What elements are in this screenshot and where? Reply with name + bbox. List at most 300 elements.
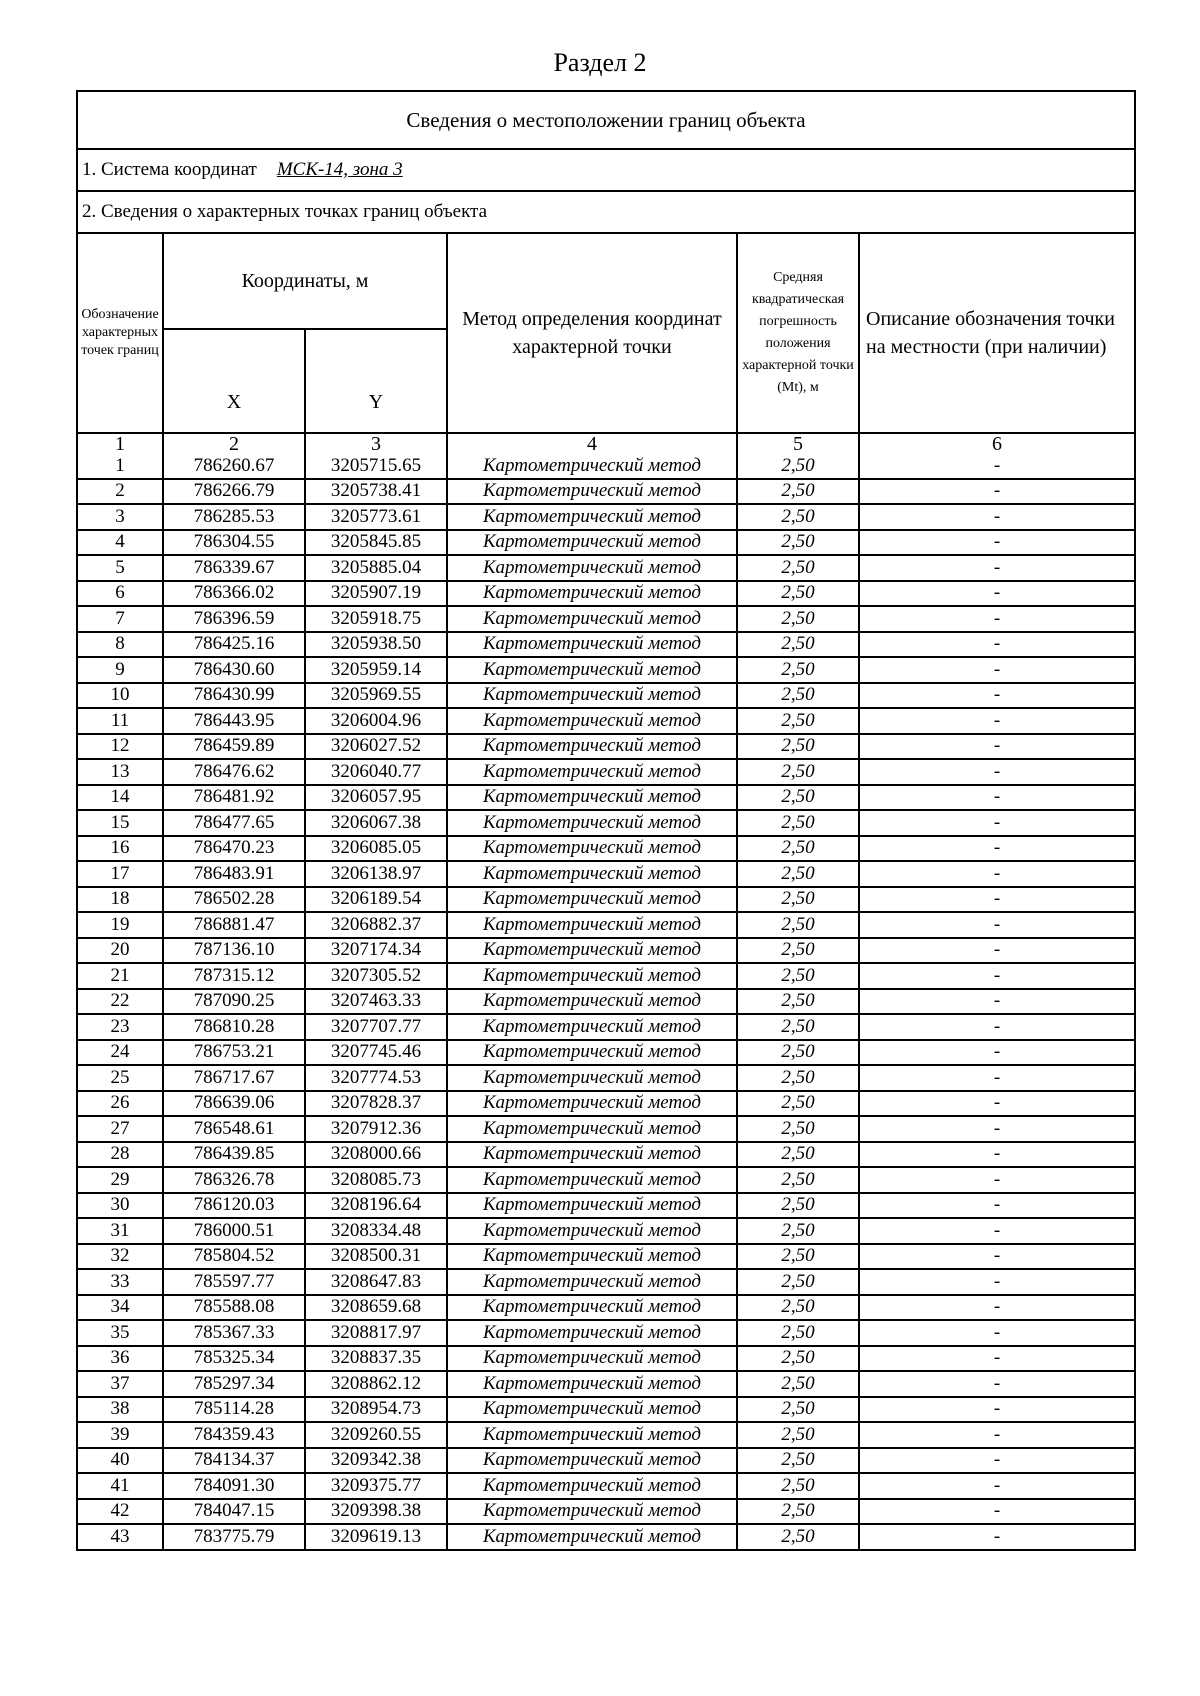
- description-cell: -: [859, 1014, 1135, 1040]
- table-row: [77, 1040, 1135, 1066]
- coord-y: 3207463.33: [305, 989, 447, 1015]
- table-row: [77, 1346, 1135, 1372]
- mt-cell: 2,50: [737, 530, 859, 556]
- method-cell: Картометрический метод: [447, 1065, 737, 1091]
- mt-cell: 2,50: [737, 1244, 859, 1270]
- coord-y: 3205969.55: [305, 683, 447, 709]
- description-cell: -: [859, 1320, 1135, 1346]
- mt-cell: 2,50: [737, 1167, 859, 1193]
- method-cell: Картометрический метод: [447, 1448, 737, 1474]
- coord-x: 786430.99: [163, 683, 305, 709]
- point-number: 27: [77, 1116, 163, 1142]
- mt-cell: 2,50: [737, 581, 859, 607]
- table-row: [77, 810, 1135, 836]
- mt-cell: 2,50: [737, 1193, 859, 1219]
- point-number: 32: [77, 1244, 163, 1270]
- point-number: 26: [77, 1091, 163, 1117]
- coord-x: 786326.78: [163, 1167, 305, 1193]
- description-cell: -: [859, 555, 1135, 581]
- method-cell: Картометрический метод: [447, 836, 737, 862]
- coord-y: 3206040.77: [305, 759, 447, 785]
- coord-y: 3208500.31: [305, 1244, 447, 1270]
- coord-y: 3207305.52: [305, 963, 447, 989]
- mt-cell: 2,50: [737, 1473, 859, 1499]
- mt-cell: 2,50: [737, 657, 859, 683]
- point-number: 3: [77, 504, 163, 530]
- table-row: [77, 479, 1135, 505]
- point-number: 25: [77, 1065, 163, 1091]
- coord-y: 3205773.61: [305, 504, 447, 530]
- column-numbers-row: [77, 433, 1135, 454]
- coord-y: 3205715.65: [305, 454, 447, 479]
- table-row: [77, 1142, 1135, 1168]
- coord-y: 3205738.41: [305, 479, 447, 505]
- point-number: 22: [77, 989, 163, 1015]
- description-cell: -: [859, 1116, 1135, 1142]
- coord-y: 3205885.04: [305, 555, 447, 581]
- mt-cell: 2,50: [737, 1218, 859, 1244]
- mt-cell: 2,50: [737, 1091, 859, 1117]
- mt-cell: 2,50: [737, 1116, 859, 1142]
- point-number: 30: [77, 1193, 163, 1219]
- mt-cell: 2,50: [737, 912, 859, 938]
- table-row: [77, 989, 1135, 1015]
- method-cell: Картометрический метод: [447, 1397, 737, 1423]
- method-cell: Картометрический метод: [447, 1269, 737, 1295]
- mt-cell: 2,50: [737, 683, 859, 709]
- coord-y: 3206085.05: [305, 836, 447, 862]
- point-number: 15: [77, 810, 163, 836]
- coord-y: 3206882.37: [305, 912, 447, 938]
- method-cell: Картометрический метод: [447, 479, 737, 505]
- mt-cell: 2,50: [737, 632, 859, 658]
- header-description: Описание обозначения точки на местности (при наличии): [859, 233, 1135, 433]
- method-cell: Картометрический метод: [447, 1295, 737, 1321]
- point-number: 39: [77, 1422, 163, 1448]
- coord-y: 3209375.77: [305, 1473, 447, 1499]
- point-number: 8: [77, 632, 163, 658]
- coord-x: 786483.91: [163, 861, 305, 887]
- point-number: 11: [77, 708, 163, 734]
- table-title: Сведения о местоположении границ объекта: [77, 91, 1135, 149]
- points-heading: 2. Сведения о характерных точках границ объекта: [77, 191, 1135, 233]
- mt-cell: 2,50: [737, 785, 859, 811]
- method-cell: Картометрический метод: [447, 887, 737, 913]
- point-number: 18: [77, 887, 163, 913]
- point-number: 20: [77, 938, 163, 964]
- point-number: 24: [77, 1040, 163, 1066]
- description-cell: -: [859, 530, 1135, 556]
- description-cell: -: [859, 479, 1135, 505]
- method-cell: Картометрический метод: [447, 810, 737, 836]
- header-designation: Обозначение характерных точек границ: [77, 233, 163, 433]
- method-cell: Картометрический метод: [447, 1218, 737, 1244]
- point-number: 41: [77, 1473, 163, 1499]
- coord-x: 786443.95: [163, 708, 305, 734]
- description-cell: -: [859, 708, 1135, 734]
- description-cell: -: [859, 1371, 1135, 1397]
- description-cell: -: [859, 1193, 1135, 1219]
- table-row: [77, 1269, 1135, 1295]
- method-cell: Картометрический метод: [447, 1346, 737, 1372]
- coord-x: 786285.53: [163, 504, 305, 530]
- table-row: [77, 1244, 1135, 1270]
- point-number: 17: [77, 861, 163, 887]
- description-cell: -: [859, 1167, 1135, 1193]
- mt-cell: 2,50: [737, 1499, 859, 1525]
- table-row: [77, 1371, 1135, 1397]
- table-row: [77, 1014, 1135, 1040]
- coord-y: 3209398.38: [305, 1499, 447, 1525]
- coord-y: 3206004.96: [305, 708, 447, 734]
- coord-system-row: [77, 149, 1135, 191]
- mt-cell: 2,50: [737, 1422, 859, 1448]
- table-row: [77, 1422, 1135, 1448]
- coord-x: 786366.02: [163, 581, 305, 607]
- point-number: 40: [77, 1448, 163, 1474]
- table-row: [77, 938, 1135, 964]
- mt-cell: 2,50: [737, 938, 859, 964]
- description-cell: -: [859, 454, 1135, 479]
- method-cell: Картометрический метод: [447, 1320, 737, 1346]
- coord-y: 3208334.48: [305, 1218, 447, 1244]
- coord-x: 785597.77: [163, 1269, 305, 1295]
- table-row: [77, 1065, 1135, 1091]
- mt-cell: 2,50: [737, 1397, 859, 1423]
- coord-y: 3205959.14: [305, 657, 447, 683]
- table-row: [77, 1116, 1135, 1142]
- description-cell: -: [859, 1422, 1135, 1448]
- mt-cell: 2,50: [737, 1448, 859, 1474]
- table-row: [77, 1473, 1135, 1499]
- coord-y: 3206057.95: [305, 785, 447, 811]
- table-row: [77, 1193, 1135, 1219]
- table-row: [77, 1295, 1135, 1321]
- coord-x: 786476.62: [163, 759, 305, 785]
- coord-y: 3207774.53: [305, 1065, 447, 1091]
- table-row: [77, 861, 1135, 887]
- coord-y: 3209342.38: [305, 1448, 447, 1474]
- coord-x: 786717.67: [163, 1065, 305, 1091]
- point-number: 29: [77, 1167, 163, 1193]
- coord-x: 786439.85: [163, 1142, 305, 1168]
- coord-x: 786425.16: [163, 632, 305, 658]
- description-cell: -: [859, 836, 1135, 862]
- header-coordinates: Координаты, м: [163, 233, 447, 329]
- table-row: [77, 504, 1135, 530]
- coord-x: 784134.37: [163, 1448, 305, 1474]
- table-row: [77, 1091, 1135, 1117]
- table-row: [77, 785, 1135, 811]
- mt-cell: 2,50: [737, 887, 859, 913]
- point-number: 21: [77, 963, 163, 989]
- description-cell: -: [859, 683, 1135, 709]
- table-row: [77, 454, 1135, 479]
- table-row: [77, 887, 1135, 913]
- table-row: [77, 1320, 1135, 1346]
- method-cell: Картометрический метод: [447, 1167, 737, 1193]
- coord-x: 786266.79: [163, 479, 305, 505]
- coord-x: 785297.34: [163, 1371, 305, 1397]
- mt-cell: 2,50: [737, 708, 859, 734]
- table-row: [77, 632, 1135, 658]
- description-cell: -: [859, 1397, 1135, 1423]
- column-number: 2: [163, 433, 305, 454]
- table-row: [77, 759, 1135, 785]
- method-cell: Картометрический метод: [447, 530, 737, 556]
- method-cell: Картометрический метод: [447, 1499, 737, 1525]
- coord-y: 3208647.83: [305, 1269, 447, 1295]
- method-cell: Картометрический метод: [447, 683, 737, 709]
- coord-x: 783775.79: [163, 1524, 305, 1550]
- coord-y: 3209619.13: [305, 1524, 447, 1550]
- description-cell: -: [859, 1244, 1135, 1270]
- point-number: 10: [77, 683, 163, 709]
- header-x: X: [163, 329, 305, 433]
- point-number: 42: [77, 1499, 163, 1525]
- description-cell: -: [859, 1295, 1135, 1321]
- method-cell: Картометрический метод: [447, 581, 737, 607]
- point-number: 28: [77, 1142, 163, 1168]
- mt-cell: 2,50: [737, 1065, 859, 1091]
- method-cell: Картометрический метод: [447, 938, 737, 964]
- method-cell: Картометрический метод: [447, 1473, 737, 1499]
- point-number: 16: [77, 836, 163, 862]
- method-cell: Картометрический метод: [447, 1422, 737, 1448]
- method-cell: Картометрический метод: [447, 759, 737, 785]
- coord-x: 785804.52: [163, 1244, 305, 1270]
- method-cell: Картометрический метод: [447, 785, 737, 811]
- coord-x: 786339.67: [163, 555, 305, 581]
- coord-x: 787315.12: [163, 963, 305, 989]
- coord-y: 3207745.46: [305, 1040, 447, 1066]
- table-row: [77, 1167, 1135, 1193]
- coord-y: 3207174.34: [305, 938, 447, 964]
- method-cell: Картометрический метод: [447, 861, 737, 887]
- point-number: 7: [77, 606, 163, 632]
- description-cell: -: [859, 1065, 1135, 1091]
- method-cell: Картометрический метод: [447, 555, 737, 581]
- description-cell: -: [859, 1499, 1135, 1525]
- description-cell: -: [859, 632, 1135, 658]
- mt-cell: 2,50: [737, 504, 859, 530]
- coord-y: 3205907.19: [305, 581, 447, 607]
- description-cell: -: [859, 1091, 1135, 1117]
- coord-x: 786753.21: [163, 1040, 305, 1066]
- coord-x: 784359.43: [163, 1422, 305, 1448]
- point-number: 12: [77, 734, 163, 760]
- method-cell: Картометрический метод: [447, 963, 737, 989]
- method-cell: Картометрический метод: [447, 734, 737, 760]
- method-cell: Картометрический метод: [447, 504, 737, 530]
- table-row: [77, 734, 1135, 760]
- coord-x: 786502.28: [163, 887, 305, 913]
- coord-x: 785588.08: [163, 1295, 305, 1321]
- description-cell: -: [859, 1448, 1135, 1474]
- method-cell: Картометрический метод: [447, 657, 737, 683]
- mt-cell: 2,50: [737, 1040, 859, 1066]
- point-number: 36: [77, 1346, 163, 1372]
- mt-cell: 2,50: [737, 454, 859, 479]
- description-cell: -: [859, 657, 1135, 683]
- method-cell: Картометрический метод: [447, 606, 737, 632]
- mt-cell: 2,50: [737, 1295, 859, 1321]
- coord-y: 3206138.97: [305, 861, 447, 887]
- mt-cell: 2,50: [737, 555, 859, 581]
- method-cell: Картометрический метод: [447, 912, 737, 938]
- description-cell: -: [859, 581, 1135, 607]
- coord-x: 786881.47: [163, 912, 305, 938]
- coord-y: 3208085.73: [305, 1167, 447, 1193]
- column-number: 5: [737, 433, 859, 454]
- coord-y: 3205918.75: [305, 606, 447, 632]
- mt-cell: 2,50: [737, 989, 859, 1015]
- coord-y: 3208196.64: [305, 1193, 447, 1219]
- description-cell: -: [859, 861, 1135, 887]
- method-cell: Картометрический метод: [447, 708, 737, 734]
- table-row: [77, 581, 1135, 607]
- mt-cell: 2,50: [737, 1142, 859, 1168]
- coord-x: 785325.34: [163, 1346, 305, 1372]
- coord-y: 3208000.66: [305, 1142, 447, 1168]
- mt-cell: 2,50: [737, 861, 859, 887]
- description-cell: -: [859, 963, 1135, 989]
- table-row: [77, 530, 1135, 556]
- description-cell: -: [859, 989, 1135, 1015]
- coord-y: 3205938.50: [305, 632, 447, 658]
- column-number: 3: [305, 433, 447, 454]
- description-cell: -: [859, 1346, 1135, 1372]
- description-cell: -: [859, 938, 1135, 964]
- coord-x: 785367.33: [163, 1320, 305, 1346]
- mt-cell: 2,50: [737, 1524, 859, 1550]
- method-cell: Картометрический метод: [447, 989, 737, 1015]
- table-row: [77, 606, 1135, 632]
- point-number: 13: [77, 759, 163, 785]
- point-number: 33: [77, 1269, 163, 1295]
- mt-cell: 2,50: [737, 963, 859, 989]
- mt-cell: 2,50: [737, 1014, 859, 1040]
- coord-system-value: МСК-14, зона 3: [276, 159, 403, 180]
- description-cell: -: [859, 1269, 1135, 1295]
- coord-y: 3208837.35: [305, 1346, 447, 1372]
- point-number: 34: [77, 1295, 163, 1321]
- description-cell: -: [859, 734, 1135, 760]
- point-number: 9: [77, 657, 163, 683]
- point-number: 43: [77, 1524, 163, 1550]
- mt-cell: 2,50: [737, 759, 859, 785]
- coord-x: 786430.60: [163, 657, 305, 683]
- point-number: 5: [77, 555, 163, 581]
- point-number: 23: [77, 1014, 163, 1040]
- table-row: [77, 1524, 1135, 1550]
- table-row: [77, 1448, 1135, 1474]
- coord-y: 3209260.55: [305, 1422, 447, 1448]
- coord-x: 786639.06: [163, 1091, 305, 1117]
- description-cell: -: [859, 504, 1135, 530]
- coord-x: 786459.89: [163, 734, 305, 760]
- coord-y: 3208954.73: [305, 1397, 447, 1423]
- point-number: 2: [77, 479, 163, 505]
- description-cell: -: [859, 1142, 1135, 1168]
- coord-x: 787136.10: [163, 938, 305, 964]
- table-row: [77, 708, 1135, 734]
- mt-cell: 2,50: [737, 479, 859, 505]
- table-row: [77, 683, 1135, 709]
- method-cell: Картометрический метод: [447, 1142, 737, 1168]
- header-method: Метод определения координат характерной точки: [447, 233, 737, 433]
- coord-x: 786810.28: [163, 1014, 305, 1040]
- description-cell: -: [859, 887, 1135, 913]
- header-mt: Средняя квадратическая погрешность положения характерной точки (Mt), м: [737, 233, 859, 433]
- coord-y: 3206027.52: [305, 734, 447, 760]
- column-number: 1: [77, 433, 163, 454]
- coord-x: 786120.03: [163, 1193, 305, 1219]
- description-cell: -: [859, 785, 1135, 811]
- coord-x: 786470.23: [163, 836, 305, 862]
- description-cell: -: [859, 1524, 1135, 1550]
- coord-y: 3208817.97: [305, 1320, 447, 1346]
- coord-x: 786260.67: [163, 454, 305, 479]
- coord-y: 3206067.38: [305, 810, 447, 836]
- column-number: 6: [859, 433, 1135, 454]
- table-title-row: [77, 91, 1135, 149]
- point-number: 14: [77, 785, 163, 811]
- table-row: [77, 963, 1135, 989]
- description-cell: -: [859, 1218, 1135, 1244]
- method-cell: Картометрический метод: [447, 1116, 737, 1142]
- description-cell: -: [859, 912, 1135, 938]
- coord-x: 786548.61: [163, 1116, 305, 1142]
- mt-cell: 2,50: [737, 1371, 859, 1397]
- method-cell: Картометрический метод: [447, 1091, 737, 1117]
- point-number: 4: [77, 530, 163, 556]
- coord-x: 786304.55: [163, 530, 305, 556]
- coord-y: 3207828.37: [305, 1091, 447, 1117]
- description-cell: -: [859, 1473, 1135, 1499]
- point-number: 1: [77, 454, 163, 479]
- method-cell: Картометрический метод: [447, 1244, 737, 1270]
- table-row: [77, 836, 1135, 862]
- table-row: [77, 657, 1135, 683]
- method-cell: Картометрический метод: [447, 1014, 737, 1040]
- mt-cell: 2,50: [737, 836, 859, 862]
- coord-x: 787090.25: [163, 989, 305, 1015]
- header-row-1: [77, 233, 1135, 329]
- method-cell: Картометрический метод: [447, 1524, 737, 1550]
- coord-x: 784047.15: [163, 1499, 305, 1525]
- coord-x: 785114.28: [163, 1397, 305, 1423]
- coord-y: 3207707.77: [305, 1014, 447, 1040]
- table-row: [77, 1397, 1135, 1423]
- point-number: 35: [77, 1320, 163, 1346]
- coord-y: 3207912.36: [305, 1116, 447, 1142]
- method-cell: Картометрический метод: [447, 1040, 737, 1066]
- boundary-points-table: [76, 90, 1136, 1551]
- point-number: 38: [77, 1397, 163, 1423]
- column-number: 4: [447, 433, 737, 454]
- table-row: [77, 1499, 1135, 1525]
- description-cell: -: [859, 1040, 1135, 1066]
- coord-system-label: 1. Система координат: [82, 159, 257, 180]
- description-cell: -: [859, 810, 1135, 836]
- coord-x: 786000.51: [163, 1218, 305, 1244]
- coord-x: 784091.30: [163, 1473, 305, 1499]
- method-cell: Картометрический метод: [447, 454, 737, 479]
- mt-cell: 2,50: [737, 1269, 859, 1295]
- coord-y: 3206189.54: [305, 887, 447, 913]
- mt-cell: 2,50: [737, 810, 859, 836]
